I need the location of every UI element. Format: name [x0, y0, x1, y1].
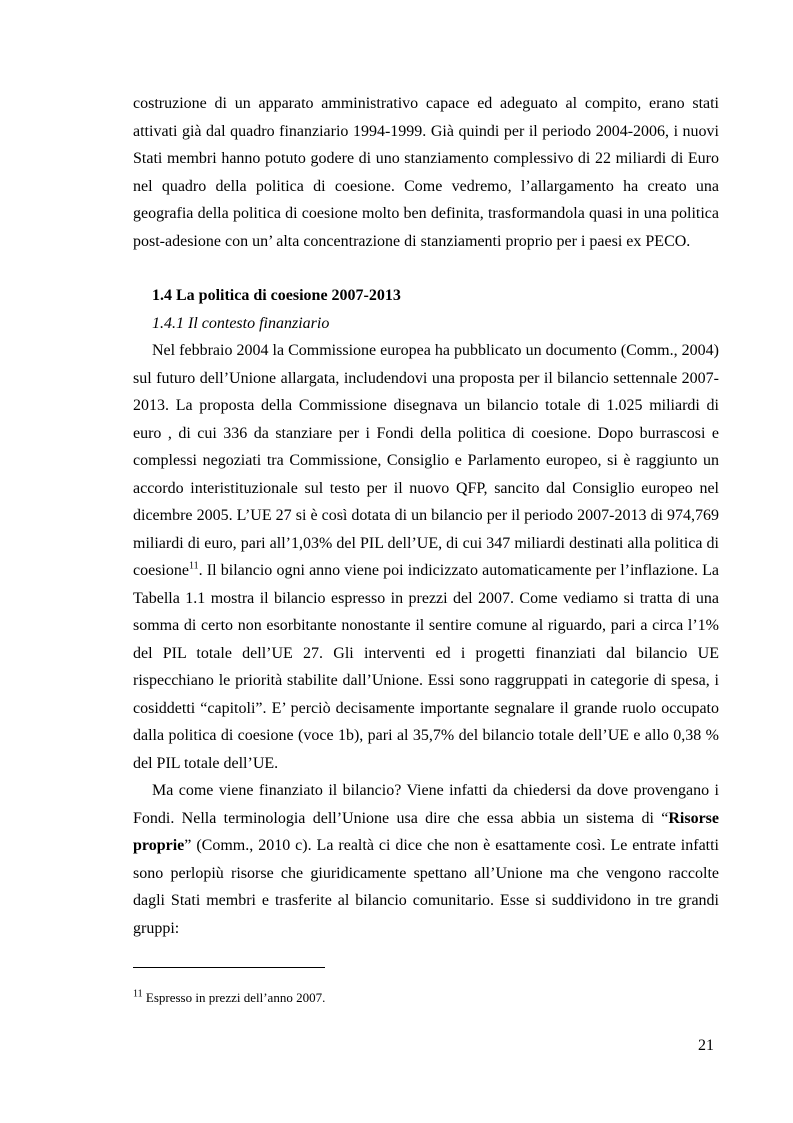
footnote-number: 11 [133, 988, 143, 1000]
footnote-reference[interactable]: 11 [188, 560, 199, 572]
subsection-heading: 1.4.1 Il contesto finanziario [152, 314, 330, 332]
page-number: 21 [698, 1037, 714, 1054]
paragraph-text: Nel febbraio 2004 la Commissione europea ha pubblicato un documento (Comm., 2004) sul futuro dell’Unione allargata, includendovi una proposta per il bilancio settennale 2007-2013. La proposta della Commissione disegnava un bilancio totale di 1.025 miliardi di euro , di cui 336 da stanziare per i Fondi della politica di coesione. Dopo burrascosi e complessi negoziati tra Commissione, Consiglio e Parlamento europeo, si è raggiunto un accordo interistituzionale sul testo per il nuovo QFP, sancito dal Consiglio europeo nel dicembre 2005. L’UE 27 si è così dotata di un bilancio per il periodo 2007-2013 di 974,769 miliardi di euro, pari all’1,03% del PIL dell’UE, di cui 347 miliardi destinati alla politica di coesione [133, 342, 719, 579]
page-body [133, 90, 719, 942]
bold-term: Risorse proprie [133, 809, 719, 854]
paragraph-financial-context [133, 337, 719, 777]
paragraph-text: Ma come viene finanziato il bilancio? Viene infatti da chiedersi da dove provengano i Fondi. Nella terminologia dell’Unione usa dire che essa abbia un sistema di “ [133, 782, 719, 827]
paragraph-text: ” (Comm., 2010 c). La realtà ci dice che non è esattamente così. Le entrate infatti sono perlopiù risorse che giuridicamente spettano all’Unione ma che vengono raccolte dagli Stati membri e trasferite al bilancio comunitario. Esse si suddividono in tre grandi gruppi: [133, 837, 719, 937]
footnote-separator [133, 967, 325, 968]
section-heading: 1.4 La politica di coesione 2007-2013 [152, 287, 401, 304]
footnote-text: Espresso in prezzi dell’anno 2007. [142, 990, 326, 1005]
paragraph-budget-funding [133, 777, 719, 942]
paragraph-intro: costruzione di un apparato amministrativo capace ed adeguato al compito, erano stati attivati già dal quadro finanziario 1994-1999. Già quindi per il periodo 2004-2006, i nuovi Stati membri hanno potuto godere di uno stanziamento complessivo di 22 miliardi di Euro nel quadro della politica di coesione. Come vedremo, l’allargamento ha creato una geografia della politica di coesione molto ben definita, trasformandola quasi in una politica post-adesione con un’ alta concentrazione di stanziamenti proprio per i paesi ex PECO. [133, 95, 719, 250]
footnote [133, 990, 325, 1006]
paragraph-text: . Il bilancio ogni anno viene poi indicizzato automaticamente per l’inflazione. La Tabella 1.1 mostra il bilancio espresso in prezzi del 2007. Come vediamo si tratta di una somma di certo non esorbitante nonostante il sentire comune al riguardo, pari a circa l’1% del PIL totale dell’UE 27. Gli interventi ed i progetti finanziati dal bilancio UE rispecchiano le priorità stabilite dall’Unione. Essi sono raggruppati in categorie di spesa, i cosiddetti “capitoli”. E’ perciò decisamente importante segnalare il grande ruolo occupato dalla politica di coesione (voce 1b), pari al 35,7% del bilancio totale dell’UE e allo 0,38 % del PIL totale dell’UE. [133, 562, 719, 772]
